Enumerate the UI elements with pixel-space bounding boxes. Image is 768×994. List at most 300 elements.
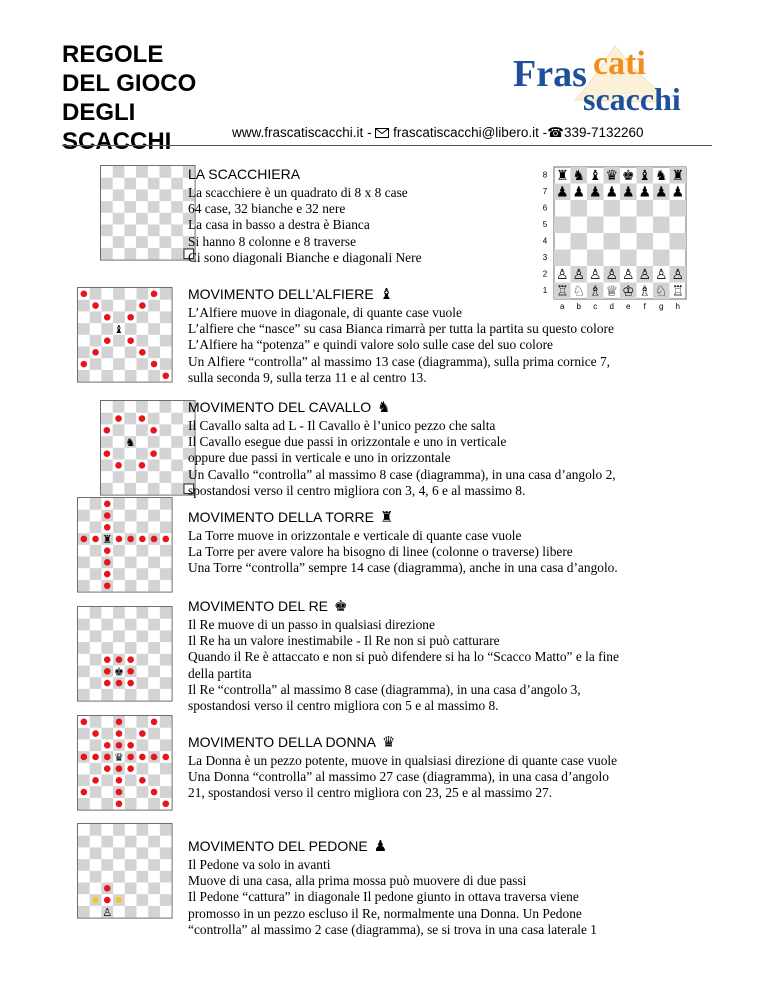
controlled-square-dot (104, 547, 111, 554)
section-line: Il Re muove di un passo in qualsiasi direzione (188, 617, 435, 632)
dark-square (160, 630, 172, 642)
controlled-square-dot (104, 742, 111, 749)
dark-square (78, 557, 90, 569)
section-heading: LA SCACCHIERA (188, 166, 301, 182)
rook-icon: ♜ (379, 508, 394, 526)
dark-square (124, 460, 136, 472)
dark-square (113, 607, 125, 619)
dark-square (160, 401, 172, 413)
dark-square (160, 894, 172, 906)
dark-square (78, 859, 90, 871)
dark-square (113, 448, 125, 460)
dark-square (148, 906, 160, 918)
dark-square (137, 311, 149, 323)
dark-square (137, 739, 149, 751)
dark-square (78, 370, 90, 382)
dark-square (101, 225, 113, 237)
controlled-square-dot (104, 668, 111, 675)
controlled-square-dot (116, 730, 123, 737)
section-line: Ci sono diagonali Bianche e diagonali Nere (188, 249, 422, 265)
file-label: b (576, 302, 581, 311)
chess-piece: ♝ (588, 167, 602, 184)
dark-square (113, 824, 125, 836)
controlled-square-dot (139, 302, 146, 309)
separator: - (542, 125, 548, 140)
section-line: Una Torre “controlla” sempre 14 case (diagramma), anche in una casa d’angolo. (188, 560, 618, 576)
controlled-square-dot (127, 314, 134, 321)
dark-square (113, 189, 125, 201)
title-line-2: DEL GIOCO (62, 70, 197, 97)
dark-square (148, 178, 160, 190)
dark-square (137, 498, 149, 510)
rank-label: 2 (542, 269, 548, 279)
dark-square (90, 763, 102, 775)
rank-label: 6 (542, 203, 548, 213)
chess-piece: ♘ (654, 283, 668, 300)
piece-icon: ♜ (102, 532, 113, 546)
controlled-square-dot (81, 536, 88, 543)
dark-square (113, 358, 125, 370)
controlled-square-dot (104, 754, 111, 761)
diagram-alfiere (77, 287, 173, 383)
logo-scacchi: scacchi (583, 81, 681, 117)
diagram-pedone (77, 823, 173, 919)
dark-square (113, 498, 125, 510)
rank-label: 7 (542, 187, 548, 197)
section-donna (188, 733, 617, 802)
chess-piece: ♙ (638, 266, 652, 283)
frascati-scacchi-logo (505, 38, 715, 128)
chess-piece: ♙ (654, 266, 668, 283)
dark-square (78, 619, 90, 631)
dark-square (101, 347, 113, 359)
dark-square (653, 250, 670, 267)
dark-square (113, 311, 125, 323)
file-label: h (675, 302, 680, 311)
controlled-square-dot (92, 730, 99, 737)
dark-square (136, 401, 148, 413)
dark-square (125, 300, 137, 312)
chess-piece: ♛ (605, 167, 619, 184)
section-line: La Donna è un pezzo potente, muove in qualsiasi direzione di quante case vuole (188, 753, 618, 768)
controlled-square-dot (116, 536, 123, 543)
controlled-square-dot (104, 501, 111, 508)
dark-square (137, 335, 149, 347)
queen-icon: ♛ (382, 733, 396, 751)
dark-square (101, 619, 113, 631)
section-heading: MOVIMENTO DELLA TORRE ♜ (188, 508, 394, 526)
section-line: La Torre muove in orizzontale e verticale di quante case vuole (188, 528, 522, 543)
dark-square (136, 448, 148, 460)
header-divider (62, 145, 712, 146)
controlled-square-dot (116, 719, 123, 726)
dark-square (571, 200, 588, 217)
dark-square (160, 568, 172, 580)
dark-square (78, 323, 90, 335)
dark-square (653, 217, 670, 234)
dark-square (78, 775, 90, 787)
dark-square (78, 300, 90, 312)
dark-square (90, 498, 102, 510)
dark-square (604, 200, 621, 217)
section-line: Un Cavallo “controlla” al massimo 8 case (diagramma), in una casa d’angolo 2, (188, 466, 616, 482)
section-scacchiera (188, 165, 422, 266)
dark-square (137, 288, 149, 300)
title-line-1: REGOLE (62, 41, 164, 68)
dark-square (90, 871, 102, 883)
knight-icon: ♞ (377, 398, 391, 416)
dark-square (124, 178, 136, 190)
dark-square (148, 557, 160, 569)
dark-square (148, 619, 160, 631)
dark-square (620, 250, 637, 267)
dark-square (148, 370, 160, 382)
dark-square (113, 424, 125, 436)
chess-piece: ♙ (671, 266, 685, 283)
dark-square (171, 248, 183, 260)
dark-square (587, 217, 604, 234)
starting-position-board (540, 165, 700, 311)
controlled-square-dot (139, 777, 146, 784)
dark-square (171, 201, 183, 213)
rank-label: 5 (542, 220, 548, 230)
dark-square (160, 335, 172, 347)
section-line: Si hanno 8 colonne e 8 traverse (188, 233, 357, 249)
dark-square (78, 883, 90, 895)
section-line: Il Re “controlla” al massimo 8 case (diagramma), in una casa d’angolo 3, (188, 681, 581, 697)
chess-piece: ♟ (638, 184, 652, 201)
dark-square (124, 225, 136, 237)
section-line: “controlla” al massimo 2 case (diagramma), se si trova in una casa laterale 1 (188, 921, 597, 937)
dark-square (160, 498, 172, 510)
controlled-square-dot (127, 337, 134, 344)
dark-square (101, 323, 113, 335)
section-line: Un Alfiere “controlla” al massimo 13 case (diagramma), sulla prima cornice 7, (188, 353, 611, 369)
website-link[interactable]: www.frascatiscacchi.it (232, 125, 364, 140)
chess-piece: ♟ (621, 184, 635, 201)
dark-square (137, 521, 149, 533)
dark-square (148, 798, 160, 810)
file-label: c (593, 302, 598, 311)
section-line: della partita (188, 665, 252, 681)
dark-square (125, 906, 137, 918)
dark-square (148, 689, 160, 701)
dark-square (160, 424, 172, 436)
dark-square (137, 545, 149, 557)
controlled-square-dot (104, 427, 111, 434)
dark-square (125, 510, 137, 522)
dark-square (101, 370, 113, 382)
section-line: sulla seconda 9, sulla terza 11 e al centro 13. (188, 369, 427, 385)
rank-label: 8 (542, 170, 548, 180)
controlled-square-dot (104, 314, 111, 321)
chess-piece: ♖ (555, 283, 569, 300)
controlled-square-dot (127, 754, 134, 761)
dark-square (160, 358, 172, 370)
dark-square (137, 847, 149, 859)
section-re (188, 597, 619, 714)
section-heading: MOVIMENTO DEL PEDONE ♟ (188, 837, 388, 855)
controlled-square-dot (104, 450, 111, 457)
email-link[interactable]: frascatiscacchi@libero.it (393, 125, 539, 140)
dark-square (160, 213, 172, 225)
dark-square (125, 370, 137, 382)
dark-square (136, 166, 148, 178)
dark-square (101, 460, 113, 472)
dark-square (160, 545, 172, 557)
chess-piece: ♜ (671, 167, 685, 184)
section-line: 21, spostandosi verso il centro migliora con 23, 25 e al massimo 27. (188, 785, 553, 801)
dark-square (148, 728, 160, 740)
rank-label: 3 (542, 253, 548, 263)
section-line: spostandosi verso il centro migliora con 3, 4, 6 e al massimo 8. (188, 482, 526, 498)
dark-square (101, 248, 113, 260)
dark-square (125, 728, 137, 740)
dark-square (78, 510, 90, 522)
controlled-square-dot (104, 559, 111, 566)
dark-square (124, 248, 136, 260)
controlled-square-dot (81, 291, 88, 298)
dark-square (78, 666, 90, 678)
dark-square (90, 607, 102, 619)
controlled-square-dot (81, 789, 88, 796)
section-heading: MOVIMENTO DELLA DONNA ♛ (188, 733, 396, 751)
chess-piece: ♚ (621, 167, 635, 184)
dark-square (160, 677, 172, 689)
dark-square (160, 607, 172, 619)
dark-square (136, 471, 148, 483)
controlled-square-dot (162, 754, 169, 761)
controlled-square-dot (81, 361, 88, 368)
dark-square (160, 786, 172, 798)
section-line: oppure due passi in verticale e uno in orizzontale (188, 450, 451, 466)
controlled-square-dot (151, 291, 158, 298)
controlled-square-dot (127, 680, 134, 687)
dark-square (113, 213, 125, 225)
piece-icon: ♞ (125, 435, 136, 449)
file-label: e (626, 302, 631, 311)
dark-square (160, 471, 172, 483)
dark-square (90, 677, 102, 689)
diagram-cavallo (100, 400, 196, 496)
chess-piece: ♙ (621, 266, 635, 283)
dark-square (137, 654, 149, 666)
dark-square (125, 642, 137, 654)
section-line: Una Donna “controlla” al massimo 27 case (diagramma), in una casa d’angolo (188, 769, 609, 785)
piece-icon: ♝ (114, 322, 124, 336)
dark-square (90, 545, 102, 557)
controlled-square-dot (116, 765, 123, 772)
bishop-icon: ♝ (379, 285, 394, 303)
controlled-square-dot (139, 730, 146, 737)
separator: - (367, 125, 376, 140)
controlled-square-dot (115, 462, 122, 469)
dark-square (160, 763, 172, 775)
controlled-square-dot (150, 427, 157, 434)
controlled-square-dot (81, 719, 88, 726)
logo-cati: cati (593, 45, 646, 82)
dark-square (160, 166, 172, 178)
controlled-square-dot (92, 754, 99, 761)
dark-square (137, 894, 149, 906)
section-heading: MOVIMENTO DEL RE ♚ (188, 597, 348, 615)
dark-square (637, 200, 654, 217)
chess-piece: ♘ (572, 283, 586, 300)
dark-square (124, 413, 136, 425)
section-heading: MOVIMENTO DELL’ALFIERE ♝ (188, 285, 394, 303)
piece-icon: ♙ (102, 905, 113, 919)
controlled-square-dot (151, 789, 158, 796)
dark-square (101, 201, 113, 213)
dark-square (148, 483, 160, 495)
dark-square (125, 798, 137, 810)
piece-icon: ♚ (114, 665, 124, 679)
dark-square (137, 716, 149, 728)
dark-square (101, 836, 113, 848)
dark-square (113, 471, 125, 483)
dark-square (113, 236, 125, 248)
contact-line (232, 125, 644, 141)
title-line-3: DEGLI (62, 99, 136, 126)
title-line-4: SCACCHI (62, 128, 172, 155)
dark-square (113, 630, 125, 642)
dark-square (125, 619, 137, 631)
controlled-square-dot (104, 656, 111, 663)
controlled-square-dot (116, 800, 123, 807)
dark-square (604, 233, 621, 250)
controlled-square-dot (104, 897, 111, 904)
controlled-square-dot (127, 765, 134, 772)
dark-square (90, 630, 102, 642)
controlled-square-dot (104, 680, 111, 687)
dark-square (160, 871, 172, 883)
rank-label: 4 (542, 236, 548, 246)
dark-square (78, 728, 90, 740)
dark-square (113, 288, 125, 300)
chess-piece: ♝ (638, 167, 652, 184)
section-line: Il Re ha un valore inestimabile - Il Re non si può catturare (188, 633, 500, 649)
file-label: f (643, 302, 646, 311)
chess-piece: ♙ (555, 266, 569, 283)
controlled-square-dot (92, 536, 99, 543)
dark-square (90, 824, 102, 836)
dark-square (101, 798, 113, 810)
dark-square (137, 630, 149, 642)
dark-square (125, 557, 137, 569)
chess-piece: ♙ (588, 266, 602, 283)
dark-square (136, 189, 148, 201)
controlled-square-dot (116, 777, 123, 784)
controlled-square-dot (162, 536, 169, 543)
section-line: Il Pedone va solo in avanti (188, 857, 331, 872)
dark-square (137, 358, 149, 370)
controlled-square-dot (139, 415, 146, 422)
dark-square (160, 521, 172, 533)
controlled-square-dot (162, 372, 169, 379)
dark-square (171, 483, 183, 495)
section-line: L’Alfiere muove in diagonale, di quante case vuole (188, 305, 462, 320)
file-label: g (659, 302, 664, 311)
dark-square (78, 347, 90, 359)
dark-square (113, 335, 125, 347)
dark-square (137, 763, 149, 775)
section-line: L’alfiere che “nasce” su casa Bianca rimarrà per tutta la partita su questo colore (188, 321, 614, 337)
dark-square (160, 311, 172, 323)
dark-square (148, 225, 160, 237)
controlled-square-dot (104, 337, 111, 344)
chess-piece: ♟ (654, 184, 668, 201)
dark-square (78, 689, 90, 701)
chess-piece: ♟ (588, 184, 602, 201)
section-line: Il Cavallo esegue due passi in orizzontale e uno in verticale (188, 434, 507, 450)
dark-square (136, 424, 148, 436)
controlled-square-dot (139, 349, 146, 356)
dark-square (101, 483, 113, 495)
chess-piece: ♟ (572, 184, 586, 201)
dark-square (90, 716, 102, 728)
dark-square (554, 217, 571, 234)
dark-square (148, 580, 160, 592)
section-line: Il Cavallo salta ad L - Il Cavallo è l’unico pezzo che salta (188, 418, 496, 433)
phone-number: 339-7132260 (563, 125, 644, 140)
dark-square (148, 300, 160, 312)
controlled-square-dot (127, 656, 134, 663)
dark-square (90, 311, 102, 323)
chess-piece: ♙ (605, 266, 619, 283)
dark-square (160, 448, 172, 460)
dark-square (160, 654, 172, 666)
controlled-square-dot (151, 361, 158, 368)
section-line: spostandosi verso il centro migliora con 5 e al massimo 8. (188, 698, 499, 714)
dark-square (101, 300, 113, 312)
dark-square (90, 654, 102, 666)
controlled-square-dot (104, 885, 111, 892)
controlled-square-dot (127, 742, 134, 749)
chess-piece: ♞ (572, 167, 586, 184)
dark-square (113, 166, 125, 178)
dark-square (148, 883, 160, 895)
section-line: Il Pedone “cattura” in diagonale Il pedone giunto in ottava traversa viene (188, 889, 579, 905)
dark-square (160, 236, 172, 248)
phone-icon: ☎ (547, 125, 564, 141)
dark-square (148, 775, 160, 787)
controlled-square-dot (116, 680, 123, 687)
diagram-donna (77, 715, 173, 811)
dark-square (125, 836, 137, 848)
dark-square (137, 568, 149, 580)
diagram-re (77, 606, 173, 702)
dark-square (148, 436, 160, 448)
dark-square (160, 824, 172, 836)
dark-square (90, 288, 102, 300)
dark-square (148, 347, 160, 359)
dark-square (101, 775, 113, 787)
controlled-square-dot (104, 582, 111, 589)
dark-square (101, 859, 113, 871)
capture-square-dot (116, 897, 122, 903)
section-pedone (188, 837, 597, 938)
dark-square (90, 568, 102, 580)
controlled-square-dot (81, 754, 88, 761)
dark-square (125, 580, 137, 592)
diagram-torre (77, 497, 173, 593)
dark-square (171, 460, 183, 472)
capture-square-dot (93, 897, 99, 903)
dark-square (571, 233, 588, 250)
dark-square (101, 413, 113, 425)
section-line: La scacchiere è un quadrato di 8 x 8 case (188, 185, 408, 200)
controlled-square-dot (162, 800, 169, 807)
